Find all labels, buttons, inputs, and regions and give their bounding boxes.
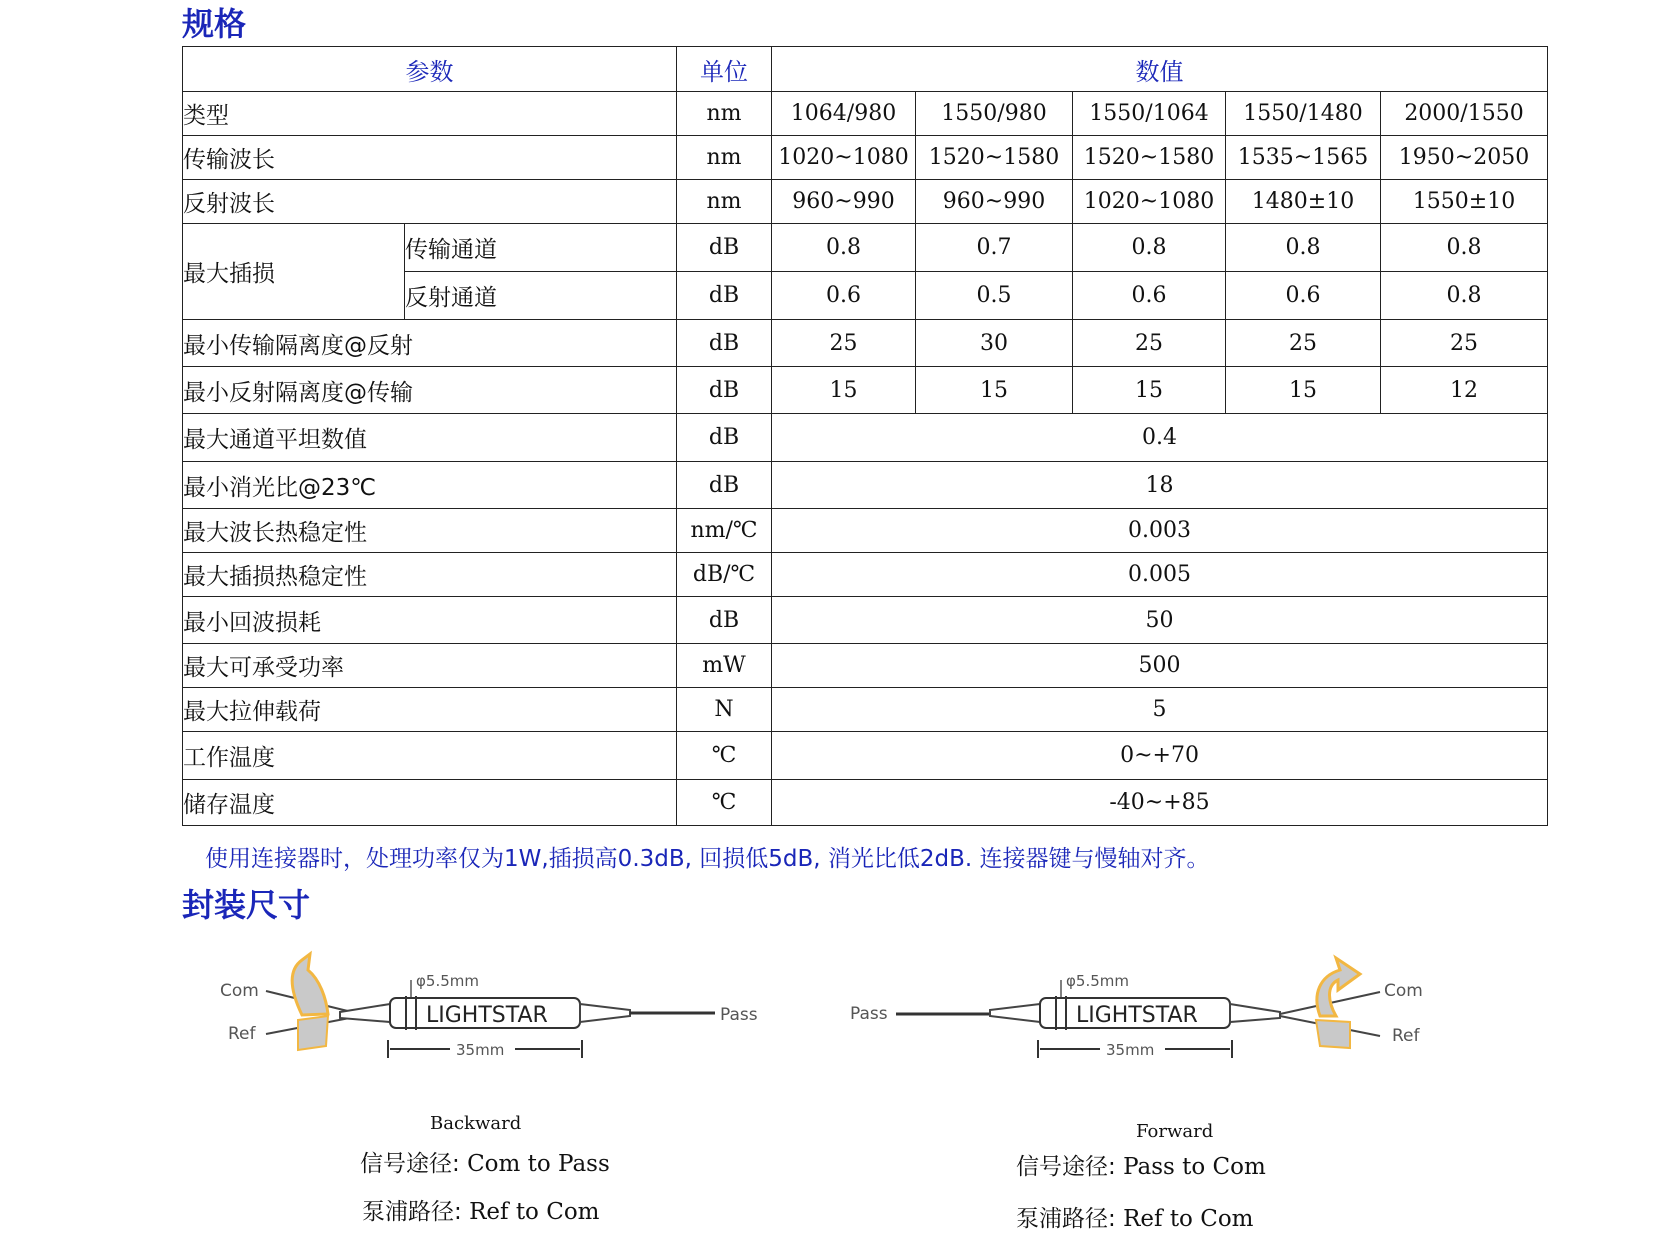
header-unit: 单位: [677, 47, 772, 92]
row-unit: nm: [677, 92, 772, 136]
table-row: [183, 92, 1548, 136]
package-heading: 封装尺寸: [182, 886, 311, 924]
cell: 18: [772, 462, 1548, 509]
cell: 0.7: [916, 224, 1073, 272]
row-label: 最大插损: [183, 224, 405, 320]
cell: 960~990: [916, 180, 1073, 224]
length-label: 35mm: [456, 1041, 505, 1059]
pump-value: Ref to Com: [469, 1199, 600, 1225]
forward-diagram: [850, 950, 1430, 1080]
boot-right: [580, 1004, 630, 1022]
cell: 1520~1580: [916, 136, 1073, 180]
diameter-label: φ5.5mm: [1066, 972, 1129, 990]
cell: 5: [772, 688, 1548, 732]
arrow-tail-shape: [298, 1016, 328, 1050]
cell: 960~990: [772, 180, 916, 224]
cell: 25: [1381, 320, 1548, 367]
cell: 0.6: [1226, 272, 1381, 320]
row-unit: dB: [677, 272, 772, 320]
row-label: 类型: [183, 92, 677, 136]
sub-row-label: 反射通道: [405, 272, 677, 320]
row-unit: mW: [677, 644, 772, 688]
table-row: [183, 780, 1548, 826]
cell: 1550/1480: [1226, 92, 1381, 136]
row-label: 储存温度: [183, 780, 677, 826]
row-unit: nm: [677, 180, 772, 224]
cell: 1535~1565: [1226, 136, 1381, 180]
backward-signal-path: [360, 1145, 610, 1178]
brand-label: LIGHTSTAR: [1076, 1003, 1198, 1028]
signal-key: 信号途径:: [360, 1151, 460, 1177]
table-row: [183, 732, 1548, 780]
header-param: 参数: [183, 47, 677, 92]
cell: 1550±10: [1381, 180, 1548, 224]
curved-arrow-icon: [292, 954, 328, 1015]
cell: 15: [916, 367, 1073, 414]
backward-diagram: [210, 950, 830, 1080]
boot-right: [1230, 1004, 1280, 1022]
cell: 1020~1080: [1073, 180, 1226, 224]
table-row: [183, 644, 1548, 688]
row-label: 最小反射隔离度@传输: [183, 367, 677, 414]
sub-row-label: 传输通道: [405, 224, 677, 272]
cell: 0.005: [772, 553, 1548, 597]
row-label: 最小消光比@23℃: [183, 462, 677, 509]
cell: 1550/1064: [1073, 92, 1226, 136]
cell: 0.6: [1073, 272, 1226, 320]
brand-label: LIGHTSTAR: [426, 1003, 548, 1028]
pump-key: 泵浦路径:: [362, 1199, 462, 1225]
cell: 12: [1381, 367, 1548, 414]
cell: 1064/980: [772, 92, 916, 136]
cell: 0.8: [1226, 224, 1381, 272]
cell: 50: [772, 597, 1548, 644]
table-row: [183, 180, 1548, 224]
row-label: 最大拉伸载荷: [183, 688, 677, 732]
com-label: Com: [1384, 981, 1423, 1001]
spec-table: [182, 46, 1548, 826]
cell: 0.003: [772, 509, 1548, 553]
table-row: [183, 688, 1548, 732]
signal-value: Com to Pass: [467, 1151, 610, 1177]
table-row: [183, 414, 1548, 462]
arrow-tail-shape: [1316, 1020, 1350, 1048]
row-label: 最大可承受功率: [183, 644, 677, 688]
row-unit: dB: [677, 367, 772, 414]
cell: 0.6: [772, 272, 916, 320]
row-unit: ℃: [677, 732, 772, 780]
cell: 0.8: [1073, 224, 1226, 272]
row-label: 最大插损热稳定性: [183, 553, 677, 597]
spec-heading: 规格: [182, 5, 247, 43]
row-label: 传输波长: [183, 136, 677, 180]
cell: 1480±10: [1226, 180, 1381, 224]
boot-left: [990, 1004, 1040, 1022]
row-unit: N: [677, 688, 772, 732]
forward-signal-path: [1016, 1148, 1266, 1181]
row-unit: dB: [677, 462, 772, 509]
cell: 0.8: [1381, 272, 1548, 320]
row-unit: nm/℃: [677, 509, 772, 553]
cell: 25: [1226, 320, 1381, 367]
table-row: [183, 509, 1548, 553]
cell: 500: [772, 644, 1548, 688]
cell: 1020~1080: [772, 136, 916, 180]
row-label: 最大通道平坦数值: [183, 414, 677, 462]
cell: 0.5: [916, 272, 1073, 320]
table-header-row: [183, 47, 1548, 92]
table-row: [183, 597, 1548, 644]
cell: 15: [1073, 367, 1226, 414]
cell: 15: [772, 367, 916, 414]
cell: 0.8: [1381, 224, 1548, 272]
pump-key: 泵浦路径:: [1016, 1206, 1116, 1232]
table-row: [183, 367, 1548, 414]
cell: 25: [772, 320, 916, 367]
boot-left: [340, 1004, 390, 1022]
ref-label: Ref: [228, 1024, 256, 1044]
signal-key: 信号途径:: [1016, 1154, 1116, 1180]
pass-label: Pass: [850, 1004, 888, 1024]
ref-label: Ref: [1392, 1026, 1420, 1046]
row-label: 反射波长: [183, 180, 677, 224]
forward-caption: Forward: [1136, 1121, 1214, 1142]
cell: 0.4: [772, 414, 1548, 462]
row-unit: dB: [677, 320, 772, 367]
signal-value: Pass to Com: [1123, 1154, 1266, 1180]
pass-label: Pass: [720, 1005, 758, 1025]
row-unit: dB: [677, 224, 772, 272]
curved-arrow-icon: [1317, 958, 1360, 1016]
connector-note: 使用连接器时，处理功率仅为1W,插损高0.3dB, 回损低5dB, 消光比低2dB. 连接器键与慢轴对齐。: [205, 846, 1210, 872]
row-unit: ℃: [677, 780, 772, 826]
cell: 15: [1226, 367, 1381, 414]
row-label: 工作温度: [183, 732, 677, 780]
row-unit: dB: [677, 414, 772, 462]
row-label: 最小传输隔离度@反射: [183, 320, 677, 367]
length-label: 35mm: [1106, 1041, 1155, 1059]
cell: 25: [1073, 320, 1226, 367]
cell: -40~+85: [772, 780, 1548, 826]
table-row: [183, 320, 1548, 367]
row-unit: nm: [677, 136, 772, 180]
backward-pump-path: [362, 1193, 599, 1226]
row-label: 最大波长热稳定性: [183, 509, 677, 553]
cell: 0.8: [772, 224, 916, 272]
forward-pump-path: [1016, 1200, 1253, 1233]
com-label: Com: [220, 981, 259, 1001]
table-row: [183, 462, 1548, 509]
cell: 1950~2050: [1381, 136, 1548, 180]
header-value: 数值: [772, 47, 1548, 92]
table-row: [183, 136, 1548, 180]
cell: 1520~1580: [1073, 136, 1226, 180]
row-label: 最小回波损耗: [183, 597, 677, 644]
cell: 1550/980: [916, 92, 1073, 136]
backward-caption: Backward: [430, 1113, 522, 1134]
table-row: [183, 224, 1548, 272]
table-row: [183, 553, 1548, 597]
row-unit: dB/℃: [677, 553, 772, 597]
cell: 30: [916, 320, 1073, 367]
pump-value: Ref to Com: [1123, 1206, 1254, 1232]
diameter-label: φ5.5mm: [416, 972, 479, 990]
cell: 2000/1550: [1381, 92, 1548, 136]
cell: 0~+70: [772, 732, 1548, 780]
row-unit: dB: [677, 597, 772, 644]
